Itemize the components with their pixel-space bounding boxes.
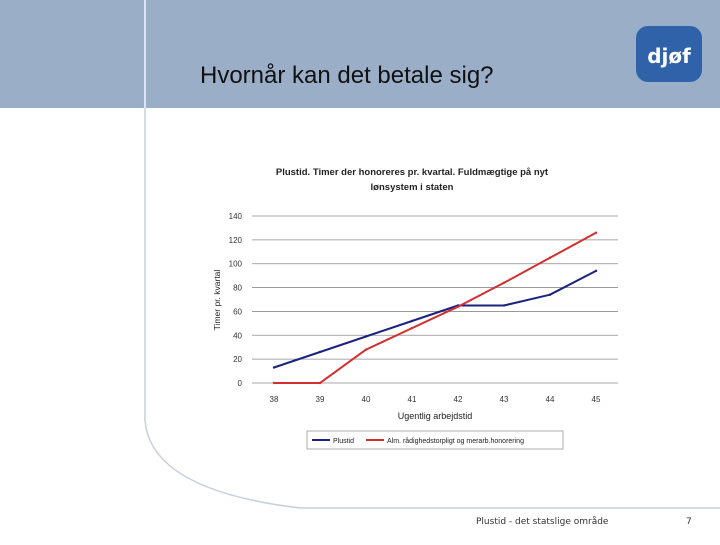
- x-tick-label: 38: [269, 395, 279, 404]
- x-tick-label: 39: [315, 395, 325, 404]
- footer-text: Plustid - det statslige område: [476, 517, 609, 527]
- y-tick-label: 80: [233, 283, 242, 293]
- x-tick-label: 43: [499, 395, 509, 404]
- data-point: [595, 270, 597, 272]
- y-tick-label: 100: [228, 259, 242, 269]
- data-point: [595, 232, 597, 234]
- data-point: [457, 305, 459, 307]
- y-tick-label: 20: [233, 355, 242, 365]
- y-axis-label: Timer pr. kvartal: [212, 269, 222, 331]
- data-point: [549, 257, 551, 259]
- data-point: [365, 348, 367, 350]
- x-tick-label: 41: [407, 395, 417, 404]
- data-point: [549, 294, 551, 296]
- y-tick-label: 120: [228, 235, 242, 245]
- x-tick-label: 44: [545, 395, 555, 404]
- data-point: [365, 335, 367, 337]
- data-point: [273, 382, 275, 384]
- data-point: [273, 366, 275, 368]
- data-point: [319, 382, 321, 384]
- y-tick-label: 140: [228, 212, 242, 221]
- chart-title-line-2: lønsystem i staten: [370, 182, 454, 193]
- data-point: [319, 351, 321, 353]
- x-axis-label: Ugentlig arbejdstid: [397, 411, 473, 421]
- slide-title: Hvornår kan det betale sig?: [200, 62, 494, 89]
- legend: [307, 431, 563, 449]
- legend-label: Alm. rådighedstorpligt og merarb.honorering: [387, 438, 524, 445]
- data-point: [503, 282, 505, 284]
- y-tick-label: 60: [233, 307, 242, 317]
- data-point: [411, 327, 413, 329]
- y-tick-label: 40: [233, 331, 242, 341]
- legend-label: Plustid: [333, 438, 355, 445]
- djof-logo: djøf: [647, 44, 691, 68]
- x-tick-label: 45: [591, 395, 601, 404]
- chart-title-line-1: Plustid. Timer der honoreres pr. kvartal. Fuldmægtige på nyt: [275, 167, 549, 178]
- page-number: 7: [686, 517, 692, 527]
- data-point: [503, 304, 505, 306]
- data-point: [411, 320, 413, 322]
- x-tick-label: 42: [453, 395, 463, 404]
- x-tick-label: 40: [361, 395, 371, 404]
- y-tick-label: 0: [237, 379, 242, 388]
